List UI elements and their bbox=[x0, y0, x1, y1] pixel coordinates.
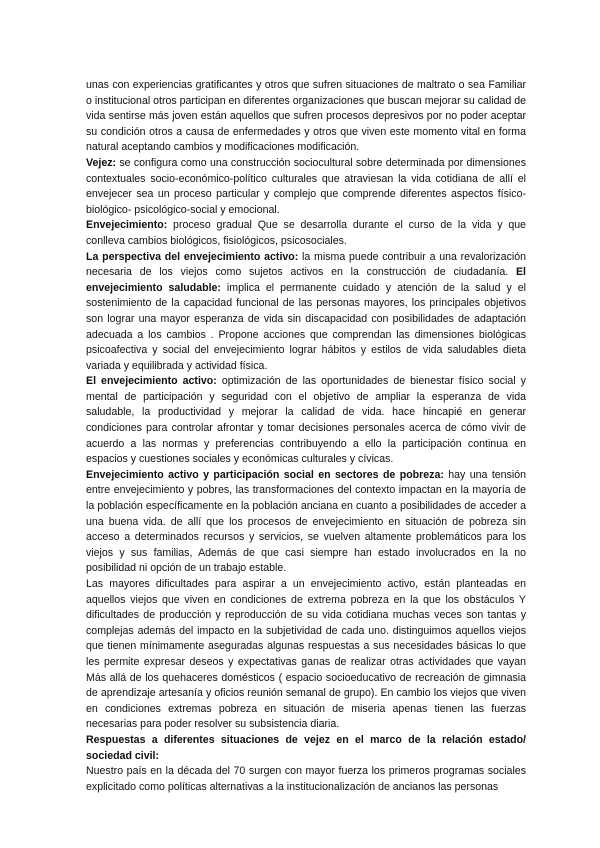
term-envejecimiento: Envejecimiento: bbox=[86, 219, 168, 232]
paragraph-perspectiva bbox=[86, 250, 526, 375]
definition-text: la misma puede contribuir a una revalorización necesaria de los viejos como sujetos activos en la construcción de ciudadanía. bbox=[86, 250, 527, 279]
paragraph-envejecimiento bbox=[86, 218, 526, 249]
paragraph-text: Las mayores dificultades para aspirar a un envejecimiento activo, están planteadas en aquellos viejos que viven en condiciones de extrema pobreza en la que los obstáculos Y dificultades de producción y reproducción de su vida cotidiana muchas veces son tantas y complejas además del impacto en la subjetividad de cada uno. distinguimos aquellos viejos que tienen mínimamente aseguradas algunas respuestas a sus necesidades básicas lo que les permite expresar deseos y expectativas ganas de realizar otras actividades que vayan Más allá de los quehaceres domésticos ( espacio socioeducativo de recreación de gimnasia de aprendizaje artesanía y oficios reunión semanal de grupo). En cambio los viejos que viven en condiciones extremas pobreza en situación de miseria apenas tienen las fuerzas necesarias para poder resolver su subsistencia diaria. bbox=[86, 578, 526, 731]
paragraph-pais-decada-70 bbox=[86, 764, 526, 795]
heading-text: Respuestas a diferentes situaciones de vejez en el marco de la relación estado/ sociedad civil: bbox=[86, 733, 526, 762]
definition-text: optimización de las oportunidades de bienestar físico social y mental de participación y seguridad con el objetivo de ampliar la esperanza de vida saludable, la productividad y mejorar la calidad de vida. hace hincapié en generar condiciones para controlar afrontar y tomar decisiones personales acerca de cómo vivir de acuerdo a las normas y preferencias contribuyendo a ello la participación continua en espacios y cuestiones sociales y económicas culturales y cívicas. bbox=[86, 375, 526, 466]
paragraph-intro bbox=[86, 78, 526, 156]
paragraph-vejez bbox=[86, 156, 526, 218]
document-body bbox=[86, 78, 526, 795]
paragraph-text: Nuestro país en la década del 70 surgen con mayor fuerza los primeros programas sociales explicitado como políticas alternativas a la institucionalización de ancianos las personas bbox=[86, 765, 526, 793]
term-participacion-social-pobreza: Envejecimiento activo y participación social en sectores de pobreza: bbox=[86, 468, 444, 481]
paragraph-dificultades bbox=[86, 577, 526, 733]
section-heading-respuestas bbox=[86, 733, 526, 764]
term-vejez: Vejez: bbox=[86, 156, 117, 169]
term-envejecimiento-activo: El envejecimiento activo: bbox=[86, 375, 217, 388]
paragraph-envejecimiento-activo bbox=[86, 374, 526, 468]
term-perspectiva-envejecimiento-activo: La perspectiva del envejecimiento activo: bbox=[86, 250, 299, 263]
paragraph-pobreza bbox=[86, 468, 526, 577]
term-envejecimiento-saludable: El envejecimiento saludable: bbox=[86, 266, 526, 294]
definition-text: hay una tensión entre envejecimiento y pobres, las transformaciones del contexto impactan en la mayoría de la población específicamente en la población anciana en cuanto a posibilidades de acceder a una buena vida. de allí que los procesos de envejecimiento en situación de pobreza sin acceso a determinados recursos y servicios, se vuelven altamente problemáticos para los viejos y sus familias, Además de que casi siempre han estado involucrados en la no posibilidad ni opción de un trabajo estable. bbox=[86, 468, 527, 575]
paragraph-text: unas con experiencias gratificantes y otros que sufren situaciones de maltrato o sea Familiar o institucional otros participan en diferentes organizaciones que buscan mejorar su calidad de vida sentirse más joven están aquellos que sufren procesos depresivos por no poder aceptar su condición otros a causa de enfermedades y otros que viven este momento vital en forma natural aceptando cambios y modificaciones modificación. bbox=[86, 79, 526, 154]
definition-text: implica el permanente cuidado y atención de la salud y el sostenimiento de la capacidad funcional de las personas mayores, los principales objetivos son lograr una mayor esperanza de vida sin discapacidad con posibilidades de adaptación adecuada a los cambios . Propone acciones que comprendan las dimensiones biológicas psicoafectiva y social del envejecimiento lograr hábitos y estilos de vida saludables dieta variada y equilibrada y actividad física. bbox=[86, 281, 526, 372]
definition-text: proceso gradual Que se desarrolla durante el curso de la vida y que conlleva cambios biológicos, fisiológicos, psicosociales. bbox=[86, 219, 526, 247]
definition-text: se configura como una construcción sociocultural sobre determinada por dimensiones contextuales socio-económico-político culturales que atraviesan la vida cotidiana de allí el envejecer sea un proceso particular y complejo que comprende diferentes aspectos físico- biológico- psicológico-social y emocional. bbox=[86, 156, 526, 216]
